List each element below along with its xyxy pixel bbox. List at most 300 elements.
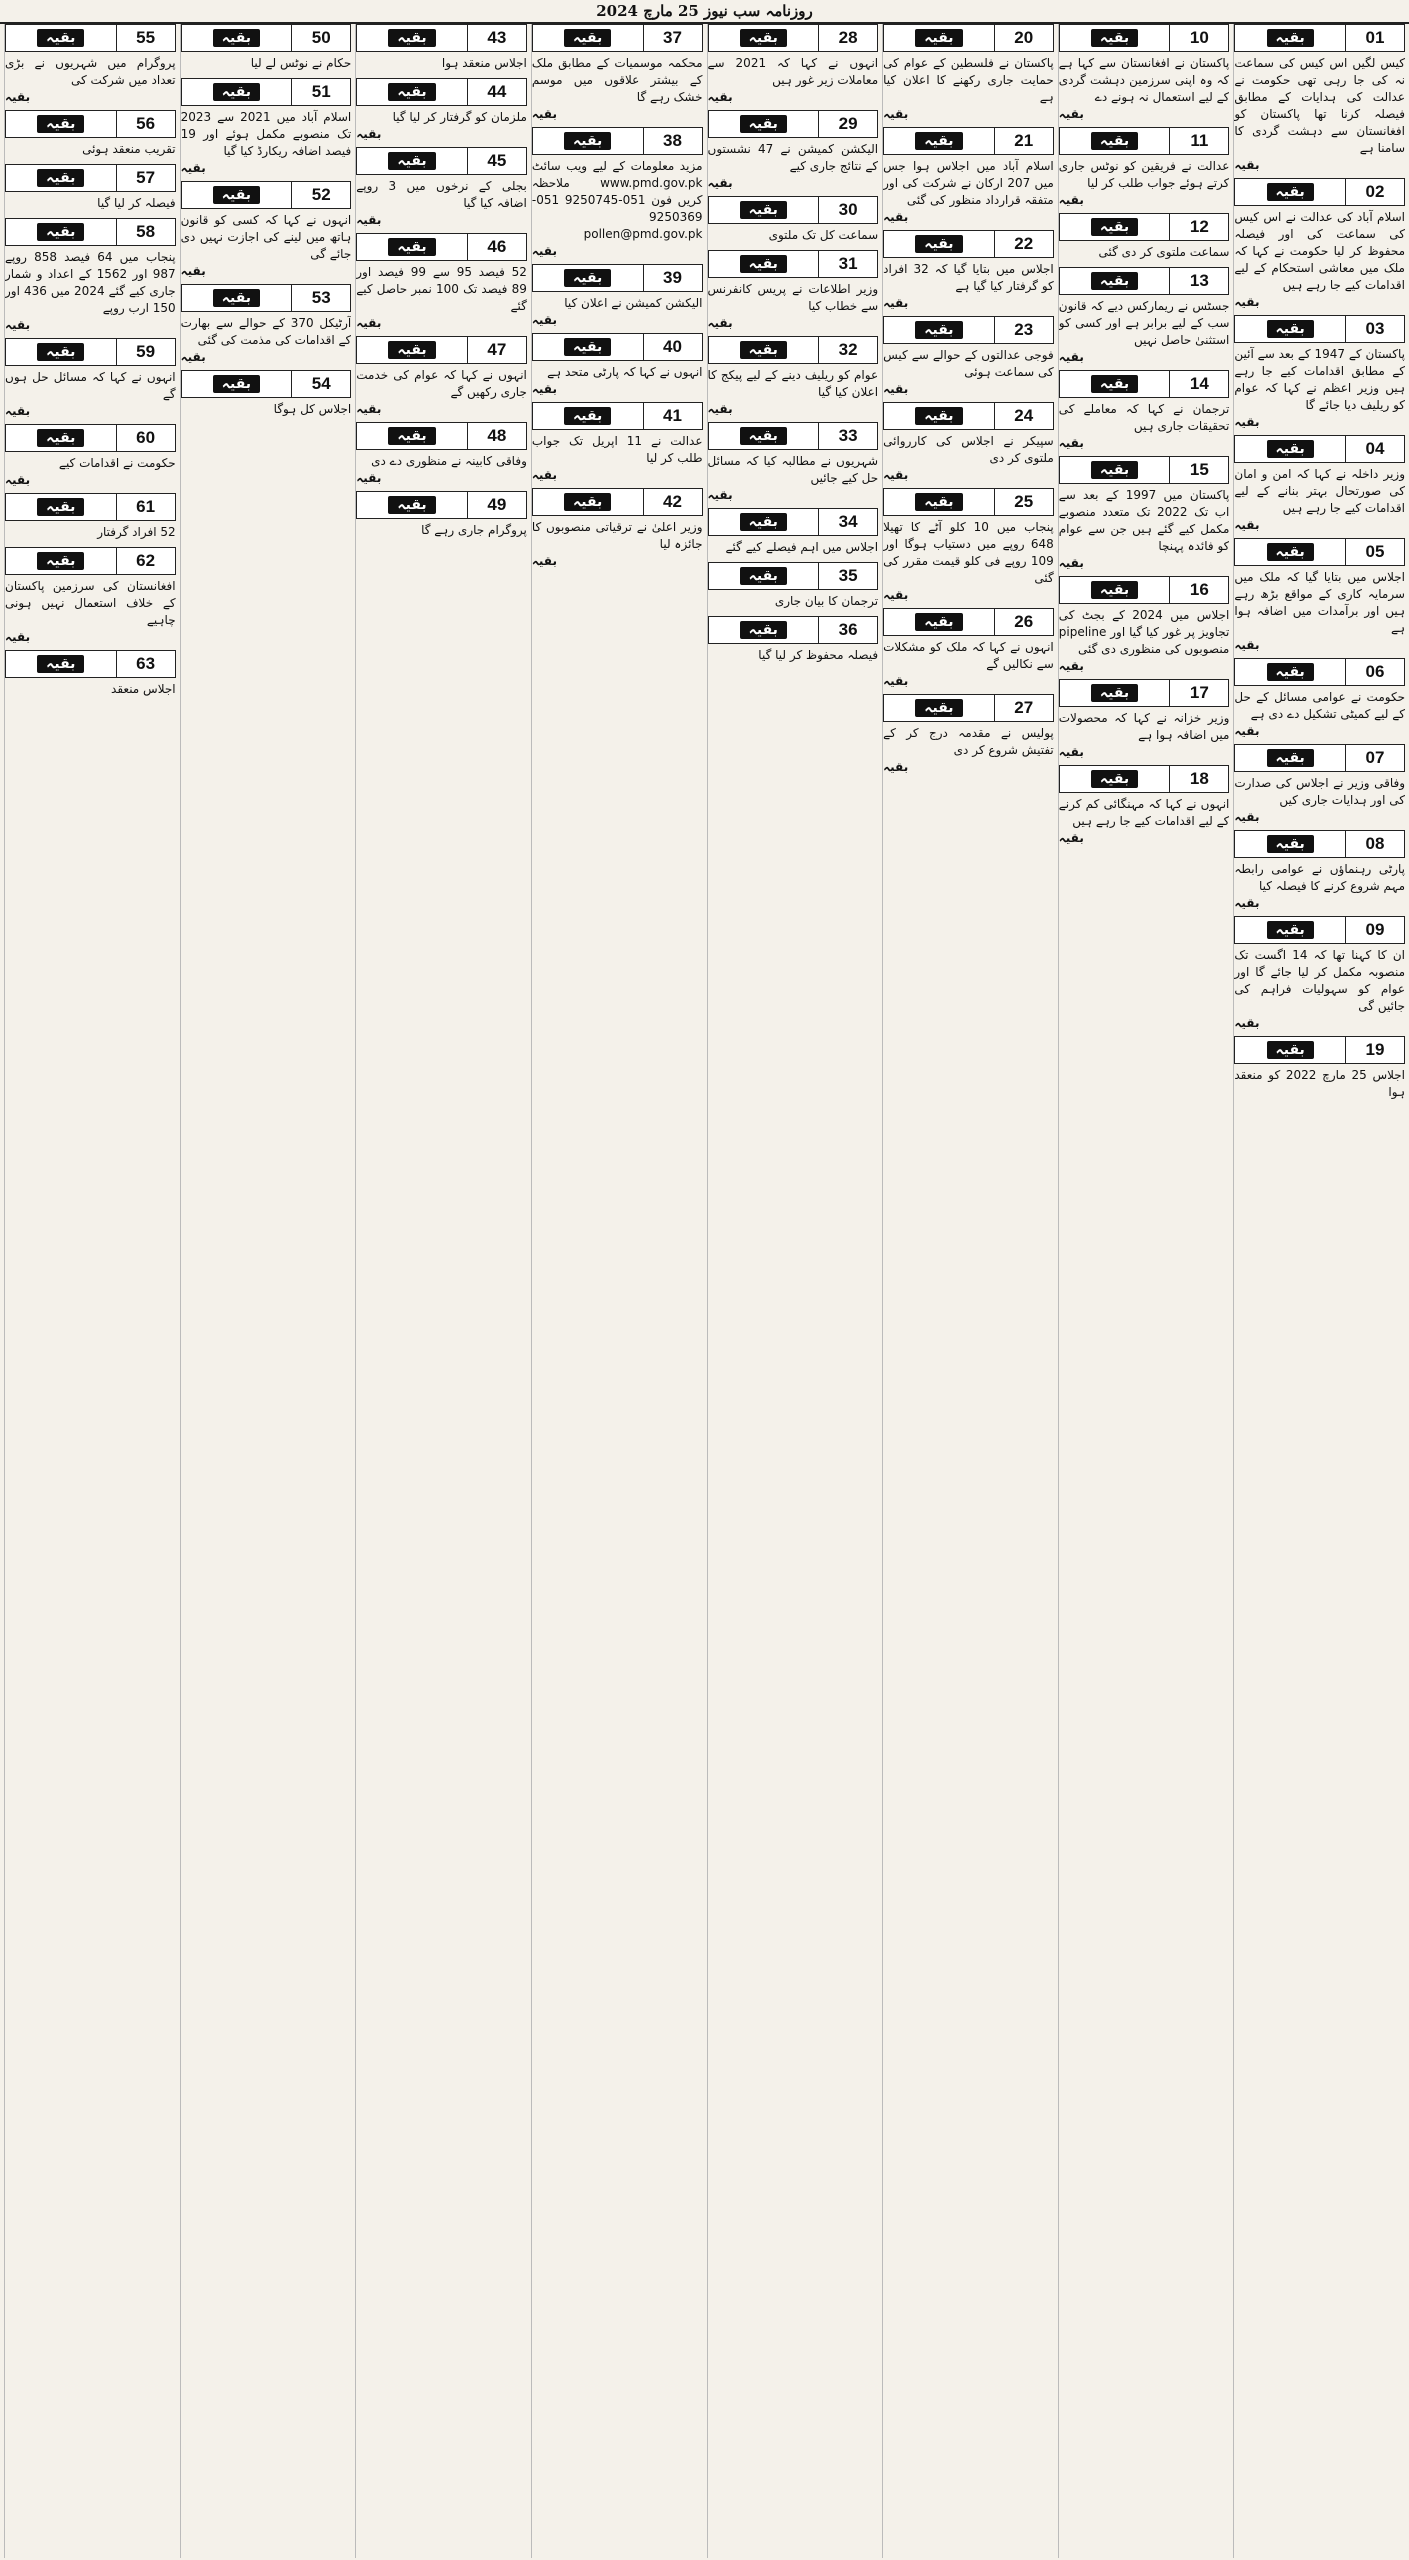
continuation-number: 03: [1345, 316, 1404, 342]
continuation-label: بقیہ: [1235, 659, 1345, 685]
continuation-end-marker: بقیہ: [531, 313, 557, 327]
continuation-header: [1234, 658, 1405, 686]
continuation-item: [356, 24, 527, 72]
continuation-number: 07: [1345, 745, 1404, 771]
continuation-item: [5, 650, 176, 698]
column: [1233, 24, 1405, 2558]
continuation-end-marker: بقیہ: [356, 316, 382, 330]
continuation-label: بقیہ: [1235, 25, 1345, 51]
continuation-header: [708, 250, 879, 278]
continuation-item: [1234, 1036, 1405, 1101]
continuation-item: [356, 233, 527, 330]
continuation-number: 15: [1169, 457, 1228, 483]
continuation-number: 51: [291, 79, 350, 105]
continuation-header: [883, 24, 1054, 52]
continuation-text: فیصلہ کر لیا گیا: [97, 196, 176, 210]
continuation-end-marker: بقیہ: [5, 630, 31, 644]
continuation-item: [708, 196, 879, 244]
continuation-text: حکومت نے اقدامات کیے: [58, 456, 176, 470]
continuation-header: [181, 78, 352, 106]
continuation-item: [356, 491, 527, 539]
continuation-header: [356, 78, 527, 106]
continuation-text: کیس لگیں اس کیس کی سماعت نہ کی جا رہی تھی حکومت نے عدالت کی ہدایات کے مطابق فیصلہ کرنا تھا پاکستان کو افغانستان سے دہشت گردی کا سامنا ہے: [1234, 56, 1405, 155]
continuation-number: 26: [994, 609, 1053, 635]
continuation-header: [5, 164, 176, 192]
continuation-text: انہوں نے کہا کہ ملک کو مشکلات سے نکالیں گے: [883, 640, 1054, 671]
continuation-label: بقیہ: [6, 25, 116, 51]
continuation-text: فیصلہ محفوظ کر لیا گیا: [758, 648, 879, 662]
continuation-text: انہوں نے کہا کہ 2021 سے معاملات زیر غور ہیں: [707, 56, 879, 87]
continuation-end-marker: بقیہ: [1058, 659, 1084, 673]
continuation-columns: [4, 24, 1405, 2558]
continuation-end-marker: بقیہ: [707, 402, 733, 416]
continuation-label: بقیہ: [6, 494, 116, 520]
continuation-item: [708, 616, 879, 664]
continuation-item: [708, 110, 879, 190]
continuation-header: [5, 493, 176, 521]
continuation-header: [1234, 24, 1405, 52]
continuation-header: [708, 336, 879, 364]
continuation-label: بقیہ: [6, 651, 116, 677]
continuation-item: [883, 488, 1054, 602]
continuation-header: [1059, 24, 1230, 52]
continuation-number: 10: [1169, 25, 1228, 51]
continuation-text: عوام کو ریلیف دینے کے لیے پیکج کا اعلان کیا گیا: [707, 368, 879, 399]
continuation-header: [356, 24, 527, 52]
continuation-text: اجلاس کل ہوگا: [273, 402, 352, 416]
continuation-item: [1059, 456, 1230, 570]
continuation-header: [1234, 744, 1405, 772]
continuation-number: 46: [467, 234, 526, 260]
column: [180, 24, 352, 2558]
continuation-label: بقیہ: [884, 25, 994, 51]
continuation-item: [181, 78, 352, 175]
continuation-label: بقیہ: [709, 251, 819, 277]
continuation-number: 35: [818, 563, 877, 589]
continuation-label: بقیہ: [1060, 457, 1170, 483]
continuation-end-marker: بقیہ: [531, 107, 557, 121]
continuation-header: [532, 402, 703, 430]
continuation-end-marker: بقیہ: [1234, 638, 1260, 652]
continuation-label: بقیہ: [1060, 577, 1170, 603]
continuation-end-marker: بقیہ: [1058, 107, 1084, 121]
continuation-header: [1059, 213, 1230, 241]
continuation-end-marker: بقیہ: [5, 404, 31, 418]
continuation-number: 48: [467, 423, 526, 449]
continuation-item: [883, 24, 1054, 121]
continuation-text: اجلاس میں بتایا گیا کہ ملک میں سرمایہ کاری کے مواقع بڑھ رہے ہیں اور برآمدات میں اضافہ ہوا ہے: [1234, 570, 1405, 635]
continuation-item: [883, 230, 1054, 310]
continuation-end-marker: بقیہ: [883, 382, 909, 396]
continuation-header: [708, 110, 879, 138]
column: [4, 24, 176, 2558]
continuation-label: بقیہ: [1060, 25, 1170, 51]
continuation-text: 52 افراد گرفتار: [97, 525, 176, 539]
continuation-label: بقیہ: [357, 148, 467, 174]
continuation-label: بقیہ: [709, 509, 819, 535]
continuation-label: بقیہ: [6, 219, 116, 245]
continuation-label: بقیہ: [6, 339, 116, 365]
continuation-end-marker: بقیہ: [5, 318, 31, 332]
continuation-text: محکمہ موسمیات کے مطابق ملک کے بیشتر علاقوں میں موسم خشک رہے گا: [531, 56, 703, 104]
continuation-label: بقیہ: [1060, 680, 1170, 706]
continuation-number: 02: [1345, 179, 1404, 205]
continuation-label: بقیہ: [1235, 917, 1345, 943]
continuation-header: [5, 547, 176, 575]
continuation-number: 40: [643, 334, 702, 360]
continuation-header: [1234, 1036, 1405, 1064]
continuation-item: [532, 333, 703, 396]
masthead-date: روزنامہ سب نیوز 25 مارچ 2024: [596, 2, 813, 20]
continuation-end-marker: بقیہ: [1058, 436, 1084, 450]
continuation-end-marker: بقیہ: [531, 468, 557, 482]
continuation-label: بقیہ: [182, 25, 292, 51]
continuation-text: پروگرام جاری رہے گا: [421, 523, 527, 537]
continuation-header: [708, 422, 879, 450]
continuation-end-marker: بقیہ: [1234, 158, 1260, 172]
continuation-end-marker: بقیہ: [1234, 415, 1260, 429]
continuation-end-marker: بقیہ: [883, 760, 909, 774]
continuation-text: انہوں نے کہا کہ پارٹی متحد ہے: [547, 365, 703, 379]
continuation-number: 22: [994, 231, 1053, 257]
column: [882, 24, 1054, 2558]
continuation-end-marker: بقیہ: [180, 161, 206, 175]
continuation-end-marker: بقیہ: [356, 213, 382, 227]
continuation-number: 28: [818, 25, 877, 51]
continuation-text: حکام نے نوٹس لے لیا: [250, 56, 352, 70]
continuation-item: [1059, 24, 1230, 121]
continuation-text: اجلاس میں اہم فیصلے کیے گئے: [725, 540, 879, 554]
continuation-text: شہریوں نے مطالبہ کیا کہ مسائل حل کیے جائیں: [707, 454, 879, 485]
continuation-text: ترجمان کا بیان جاری: [774, 594, 879, 608]
column: [707, 24, 879, 2558]
continuation-number: 59: [116, 339, 175, 365]
continuation-header: [883, 127, 1054, 155]
continuation-header: [883, 608, 1054, 636]
continuation-number: 14: [1169, 371, 1228, 397]
continuation-number: 36: [818, 617, 877, 643]
continuation-number: 37: [643, 25, 702, 51]
continuation-label: بقیہ: [709, 337, 819, 363]
continuation-number: 52: [291, 182, 350, 208]
continuation-item: [1234, 24, 1405, 172]
continuation-item: [1059, 765, 1230, 845]
continuation-item: [5, 218, 176, 332]
continuation-header: [883, 488, 1054, 516]
continuation-text: تقریب منعقد ہوئی: [82, 142, 176, 156]
continuation-item: [708, 562, 879, 610]
continuation-number: 49: [467, 492, 526, 518]
continuation-number: 57: [116, 165, 175, 191]
continuation-text: الیکشن کمیشن نے اعلان کیا: [564, 296, 703, 310]
continuation-number: 30: [818, 197, 877, 223]
continuation-text: انہوں نے کہا کہ مہنگائی کم کرنے کے لیے اقدامات کیے جا رہے ہیں: [1058, 797, 1230, 828]
continuation-text: وفاقی کابینہ نے منظوری دے دی: [371, 454, 527, 468]
continuation-text: پنجاب میں 64 فیصد 858 روپے 987 اور 1562 کے اعداد و شمار جاری کیے گئے 2024 میں 436 اور 150 ارب روپے: [5, 250, 176, 315]
continuation-end-marker: بقیہ: [883, 107, 909, 121]
continuation-text: پاکستان نے فلسطین کے عوام کی حمایت جاری رکھنے کا اعلان کیا ہے: [883, 56, 1054, 104]
continuation-number: 31: [818, 251, 877, 277]
continuation-number: 55: [116, 25, 175, 51]
continuation-label: بقیہ: [182, 371, 292, 397]
continuation-text: اجلاس منعقد: [111, 682, 176, 696]
continuation-header: [181, 284, 352, 312]
continuation-text: افغانستان کی سرزمین پاکستان کے خلاف استعمال نہیں ہونی چاہیے: [5, 579, 176, 627]
continuation-number: 60: [116, 425, 175, 451]
continuation-end-marker: بقیہ: [356, 402, 382, 416]
continuation-label: بقیہ: [357, 423, 467, 449]
continuation-item: [181, 284, 352, 364]
continuation-text: سماعت ملتوی کر دی گئی: [1098, 245, 1230, 259]
continuation-number: 32: [818, 337, 877, 363]
continuation-header: [1059, 127, 1230, 155]
continuation-end-marker: بقیہ: [531, 554, 557, 568]
continuation-label: بقیہ: [709, 617, 819, 643]
continuation-label: بقیہ: [533, 128, 643, 154]
continuation-header: [708, 562, 879, 590]
continuation-label: بقیہ: [6, 111, 116, 137]
continuation-item: [181, 370, 352, 418]
continuation-item: [883, 694, 1054, 774]
continuation-number: 24: [994, 403, 1053, 429]
continuation-number: 41: [643, 403, 702, 429]
continuation-item: [708, 508, 879, 556]
continuation-text: پاکستان میں 1997 کے بعد سے اب تک 2022 تک متعدد منصوبے مکمل کیے گئے ہیں جن سے عوام کو فائدہ پہنچا: [1058, 488, 1230, 553]
continuation-header: [1059, 370, 1230, 398]
continuation-number: 23: [994, 317, 1053, 343]
continuation-number: 44: [467, 79, 526, 105]
continuation-end-marker: بقیہ: [1234, 896, 1260, 910]
continuation-label: بقیہ: [884, 128, 994, 154]
continuation-number: 45: [467, 148, 526, 174]
continuation-item: [356, 78, 527, 141]
continuation-text: ملزمان کو گرفتار کر لیا گیا: [392, 110, 527, 124]
continuation-number: 54: [291, 371, 350, 397]
continuation-end-marker: بقیہ: [1234, 518, 1260, 532]
continuation-number: 18: [1169, 766, 1228, 792]
continuation-number: 56: [116, 111, 175, 137]
continuation-item: [1234, 658, 1405, 738]
continuation-item: [1234, 178, 1405, 309]
continuation-label: بقیہ: [182, 285, 292, 311]
continuation-number: 01: [1345, 25, 1404, 51]
continuation-number: 62: [116, 548, 175, 574]
column: [355, 24, 527, 2558]
continuation-label: بقیہ: [884, 231, 994, 257]
continuation-header: [883, 230, 1054, 258]
continuation-header: [356, 491, 527, 519]
continuation-end-marker: بقیہ: [707, 316, 733, 330]
continuation-text: اجلاس منعقد ہوا: [441, 56, 527, 70]
continuation-text: اجلاس میں بتایا گیا کہ 32 افراد کو گرفتار کیا گیا ہے: [883, 262, 1054, 293]
continuation-header: [356, 336, 527, 364]
continuation-header: [1234, 916, 1405, 944]
continuation-number: 29: [818, 111, 877, 137]
continuation-end-marker: بقیہ: [883, 296, 909, 310]
continuation-item: [708, 24, 879, 104]
continuation-label: بقیہ: [1235, 316, 1345, 342]
continuation-end-marker: بقیہ: [1058, 556, 1084, 570]
continuation-end-marker: بقیہ: [1234, 1016, 1260, 1030]
continuation-header: [181, 370, 352, 398]
continuation-label: بقیہ: [1235, 831, 1345, 857]
continuation-end-marker: بقیہ: [5, 473, 31, 487]
continuation-label: بقیہ: [357, 234, 467, 260]
continuation-item: [883, 608, 1054, 688]
continuation-header: [181, 24, 352, 52]
continuation-number: 43: [467, 25, 526, 51]
continuation-text: اجلاس 25 مارچ 2022 کو منعقد ہوا: [1234, 1068, 1405, 1099]
continuation-end-marker: بقیہ: [1058, 350, 1084, 364]
continuation-number: 27: [994, 695, 1053, 721]
continuation-label: بقیہ: [1235, 539, 1345, 565]
continuation-header: [1234, 435, 1405, 463]
continuation-number: 39: [643, 265, 702, 291]
continuation-item: [356, 336, 527, 416]
continuation-header: [1234, 538, 1405, 566]
continuation-header: [181, 181, 352, 209]
continuation-text: 52 فیصد 95 سے 99 فیصد اور 89 فیصد تک 100 نمبر حاصل کیے گئے: [356, 265, 527, 313]
continuation-label: بقیہ: [533, 489, 643, 515]
continuation-item: [708, 250, 879, 330]
continuation-text: پارٹی رہنماؤں نے عوامی رابطہ مہم شروع کرنے کا فیصلہ کیا: [1234, 862, 1405, 893]
continuation-label: بقیہ: [182, 182, 292, 208]
continuation-item: [1234, 435, 1405, 532]
continuation-number: 20: [994, 25, 1053, 51]
continuation-item: [181, 24, 352, 72]
continuation-number: 61: [116, 494, 175, 520]
continuation-label: بقیہ: [357, 492, 467, 518]
continuation-label: بقیہ: [1060, 214, 1170, 240]
continuation-label: بقیہ: [709, 111, 819, 137]
continuation-number: 53: [291, 285, 350, 311]
continuation-header: [708, 24, 879, 52]
continuation-item: [5, 493, 176, 541]
continuation-number: 63: [116, 651, 175, 677]
continuation-label: بقیہ: [6, 165, 116, 191]
continuation-item: [1234, 916, 1405, 1030]
continuation-number: 19: [1345, 1037, 1404, 1063]
continuation-item: [5, 424, 176, 487]
continuation-item: [883, 316, 1054, 396]
continuation-header: [356, 422, 527, 450]
continuation-label: بقیہ: [533, 403, 643, 429]
continuation-end-marker: بقیہ: [531, 382, 557, 396]
continuation-label: بقیہ: [533, 25, 643, 51]
continuation-label: بقیہ: [6, 425, 116, 451]
continuation-header: [883, 694, 1054, 722]
continuation-header: [883, 316, 1054, 344]
continuation-item: [532, 127, 703, 258]
continuation-label: بقیہ: [709, 25, 819, 51]
continuation-header: [883, 402, 1054, 430]
continuation-item: [5, 547, 176, 644]
continuation-item: [1059, 213, 1230, 261]
continuation-end-marker: بقیہ: [707, 90, 733, 104]
continuation-item: [5, 164, 176, 212]
continuation-item: [1059, 576, 1230, 673]
continuation-number: 58: [116, 219, 175, 245]
continuation-number: 25: [994, 489, 1053, 515]
continuation-text: عدالت نے 11 اپریل تک جواب طلب کر لیا: [531, 434, 703, 465]
continuation-item: [1234, 538, 1405, 652]
continuation-header: [1059, 267, 1230, 295]
continuation-item: [1059, 370, 1230, 450]
continuation-header: [1234, 830, 1405, 858]
continuation-header: [5, 650, 176, 678]
continuation-label: بقیہ: [1235, 179, 1345, 205]
continuation-end-marker: بقیہ: [1058, 193, 1084, 207]
continuation-end-marker: بقیہ: [180, 350, 206, 364]
continuation-label: بقیہ: [533, 265, 643, 291]
continuation-text: اجلاس میں 2024 کے بجٹ کی تجاویز پر غور کیا گیا اور pipeline منصوبوں کی منظوری دی گئی: [1058, 608, 1230, 656]
continuation-text: وزیر خزانہ نے کہا کہ محصولات میں اضافہ ہوا ہے: [1058, 711, 1230, 742]
continuation-number: 09: [1345, 917, 1404, 943]
continuation-number: 12: [1169, 214, 1228, 240]
continuation-item: [5, 110, 176, 158]
continuation-text: جسٹس نے ریمارکس دیے کہ قانون سب کے لیے برابر ہے اور کسی کو استثنیٰ حاصل نہیں: [1058, 299, 1230, 347]
continuation-text: اسلام آباد کی عدالت نے اس کیس کی سماعت کی اور فیصلہ محفوظ کر لیا حکومت نے کہا کہ ملک میں معاشی استحکام کے لیے اقدامات کیے جا رہے ہیں: [1234, 210, 1405, 292]
continuation-text: پروگرام میں شہریوں نے بڑی تعداد میں شرکت کی: [5, 56, 176, 87]
continuation-label: بقیہ: [1060, 268, 1170, 294]
continuation-text: انہوں نے کہا کہ کسی کو قانون ہاتھ میں لینے کی اجازت نہیں دی جائے گی: [180, 213, 352, 261]
continuation-text: انہوں نے کہا کہ عوام کی خدمت جاری رکھیں گے: [356, 368, 527, 399]
continuation-text: اسلام آباد میں 2021 سے 2023 تک منصوبے مکمل ہوئے اور 19 فیصد اضافہ ریکارڈ کیا گیا: [180, 110, 352, 158]
continuation-text: ترجمان نے کہا کہ معاملے کی تحقیقات جاری ہیں: [1058, 402, 1230, 433]
continuation-number: 17: [1169, 680, 1228, 706]
continuation-label: بقیہ: [357, 79, 467, 105]
continuation-item: [532, 488, 703, 568]
continuation-number: 50: [291, 25, 350, 51]
column: [531, 24, 703, 2558]
continuation-number: 21: [994, 128, 1053, 154]
continuation-label: بقیہ: [1060, 128, 1170, 154]
continuation-text: بجلی کے نرخوں میں 3 روپے اضافہ کیا گیا: [356, 179, 527, 210]
continuation-label: بقیہ: [1060, 371, 1170, 397]
continuation-label: بقیہ: [709, 423, 819, 449]
continuation-text: مزید معلومات کے لیے ویب سائٹ www.pmd.gov.pk ملاحظہ کریں فون 051-9250745 051-9250369 pollen@pmd.gov.pk: [531, 159, 703, 241]
continuation-label: بقیہ: [709, 563, 819, 589]
continuation-item: [883, 127, 1054, 224]
continuation-item: [532, 24, 703, 121]
continuation-label: بقیہ: [1235, 1037, 1345, 1063]
continuation-header: [708, 196, 879, 224]
continuation-header: [1059, 765, 1230, 793]
continuation-header: [532, 127, 703, 155]
continuation-header: [1059, 576, 1230, 604]
continuation-header: [1059, 679, 1230, 707]
continuation-header: [5, 24, 176, 52]
continuation-item: [1059, 267, 1230, 364]
continuation-label: بقیہ: [357, 337, 467, 363]
continuation-number: 42: [643, 489, 702, 515]
continuation-header: [5, 110, 176, 138]
continuation-end-marker: بقیہ: [1234, 810, 1260, 824]
masthead: [0, 0, 1409, 24]
continuation-label: بقیہ: [1060, 766, 1170, 792]
continuation-item: [356, 422, 527, 485]
continuation-header: [1234, 315, 1405, 343]
continuation-end-marker: بقیہ: [883, 674, 909, 688]
continuation-end-marker: بقیہ: [1058, 831, 1084, 845]
continuation-item: [5, 24, 176, 104]
continuation-label: بقیہ: [1235, 745, 1345, 771]
continuation-label: بقیہ: [884, 403, 994, 429]
continuation-item: [5, 338, 176, 418]
continuation-item: [1234, 315, 1405, 429]
continuation-end-marker: بقیہ: [1234, 724, 1260, 738]
continuation-text: وزیر داخلہ نے کہا کہ امن و امان کی صورتحال بہتر بنانے کے لیے اقدامات کیے جا رہے ہیں: [1234, 467, 1405, 515]
